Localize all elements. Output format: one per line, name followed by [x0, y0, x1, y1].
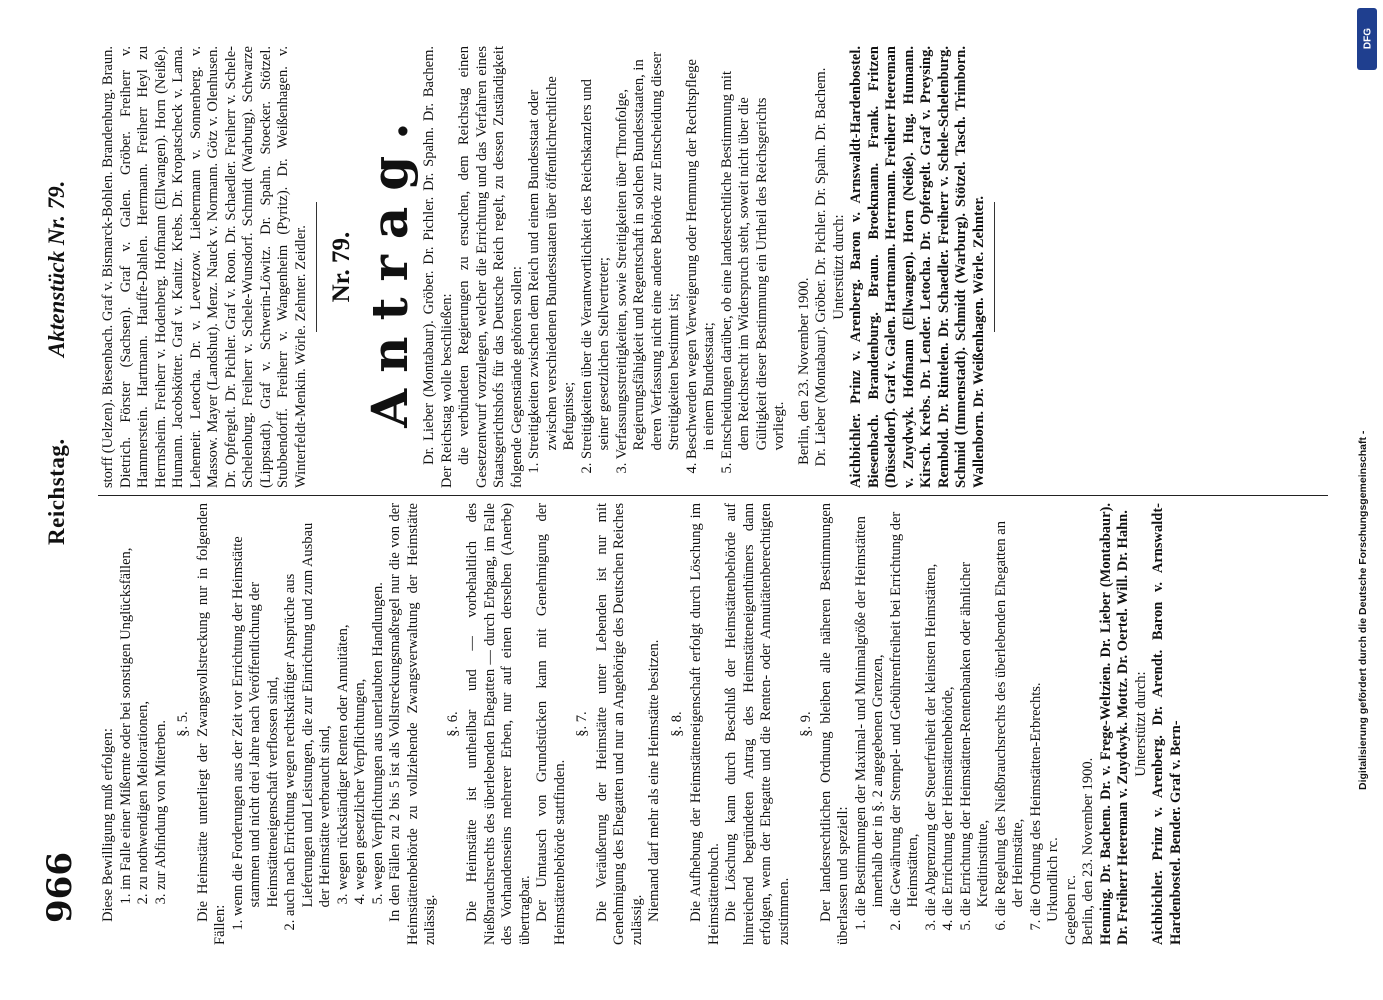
section-heading: §. 9.: [798, 711, 814, 737]
paragraph: In den Fällen zu 2 bis 5 ist als Vollstreckungsmaßregel nur die von der Heimstättenbehörde zu vollziehende Zwangsverwaltung der Heimstätte zulässig.: [387, 503, 438, 945]
list-item: 4. die Errichtung der Heimstättenbehörde,: [940, 686, 956, 931]
list-item: 3. wegen rückständiger Renten oder Annuitäten,: [334, 624, 351, 905]
paragraph: Die Löschung kann durch Beschluß der Heimstättenbehörde auf hinreichend begründeten Antrag des Heimstätteneigenthümers dann erfolgen, wenn der Ehegatte und die Renten- oder Annuitätenberechtigten zustimmen.: [723, 503, 792, 945]
list-item: 5. die Errichtung der Heimstätten-Rentenbanken oder ähnlicher Kreditinstitute,: [957, 562, 991, 931]
section-heading: §. 5.: [175, 711, 191, 737]
digitization-credit: Digitalisierung gefördert durch die Deutsche Forschungsgemeinschaft -: [1357, 430, 1369, 790]
signatories: Henning. Dr. Bachem. Dr. v. Frege-Weltzien. Dr. Lieber (Montabaur). Dr. Freiherr Heereman v. Zuydwyk. Mottz. Dr. Oertel. Will. Dr. Hahn.: [1097, 503, 1131, 945]
list-item: 4. Beschwerden wegen Verweigerung oder Hemmung der Rechtspflege in einem Bundesstaat;: [683, 59, 717, 474]
paragraph: Der landesrechtlichen Ordnung bleiben alle näheren Bestimmungen überlassen und speziell:: [817, 503, 851, 945]
list-item: 2. auch nach Errichtung wegen rechtskräftiger Ansprüche aus Lieferungen und Leistungen, die zur Einrichtung und zum Ausbau der Heimstätte verbraucht sind,: [282, 522, 333, 931]
motion-intro: Dr. Lieber (Montabaur). Gröber. Dr. Pichler. Dr. Spahn. Dr. Bachem. Der Reichstag wolle beschließen:: [421, 46, 455, 488]
document-heading-title: Antrag.: [360, 106, 419, 428]
running-header: [32, 55, 90, 945]
list-item: 1. Streitigkeiten zwischen dem Reich und einem Bundesstaat oder zwischen verschiedenen Bundesstaaten über öffentlichrechtliche Befugnisse;: [526, 76, 577, 474]
supporters: Aichbichler. Prinz v. Arenberg. Baron v. Arnswaldt-Hardenbostel. Biesenbach. Brandenburg. Braun. Broekmann. Frank. Fritzen (Düsseldorf). Graf v. Galen. Hartmann. Herrmann. Freiherr Heereman v. Zuydwyk. Hofmann (Ellwangen). Horn (Neiße). Hug. Humann. Kirsch. Krebs. Dr. Lender. Letocha. Dr. Opfergelt. Graf v. Preysing. Rembold. Dr. Rintelen. Dr. Schaedler. Freiherr v. Schele-Schelenburg. Schmid (Immenstadt). Schmidt (Warburg). Stötzel. Tasch. Trimborn. Wallenborn. Dr. Weißenhagen. Wörle. Zehnter.: [848, 46, 987, 488]
document-number: Aktenstück Nr. 79.: [44, 180, 69, 357]
document-heading-number: Nr. 79.: [328, 231, 355, 303]
list-item: 5. wegen Verpflichtungen aus unerlaubten Handlungen.: [369, 582, 386, 905]
paragraph: Die Heimstätte ist untheilbar und — vorbehaltlich des Nießbrauchsrechts des überlebenden Ehegatten — durch Erbgang, im Falle des Vorhandenseins mehrerer Erben, nur auf einen derselben (Anerbe) übertragbar.: [464, 503, 533, 945]
paragraph: Diese Bewilligung muß erfolgen:: [100, 728, 116, 922]
support-label: Unterstützt durch:: [1132, 671, 1149, 777]
page-number: 966: [40, 852, 80, 923]
motion-text: die verbündeten Regierungen zu ersuchen, dem Reichstag einen Gesetzentwurf vorzulegen, welcher die Errichtung und das Verfahren eines Staatsgerichtshofs für das Deutsche Reich regelt, zu dessen Zuständigkeit folgende Gegenstände gehören sollen:: [456, 46, 525, 488]
list-item: 1. im Falle einer Mißernte oder bei sonstigen Unglücksfällen,: [117, 547, 134, 905]
support-label: Unterstützt durch:: [830, 214, 847, 320]
column-divider: [98, 495, 1328, 496]
digitization-note: [1351, 0, 1383, 1000]
paragraph: Urkundlich rc.: [1045, 837, 1061, 922]
list-item: 7. die Ordnung des Heimstätten-Erbrechts.: [1027, 682, 1044, 931]
list-item: 4. wegen gesetzlicher Verpflichtungen,: [352, 678, 368, 905]
paragraph: Die Aufhebung der Heimstätteneigenschaft erfolgt durch Löschung im Heimstättenbuch.: [688, 503, 722, 945]
list-item: 1. wenn die Forderungen aus der Zeit vor Errichtung der Heimstätte stammen und nicht drei Jahre nach Veröffentlichung der Heimstätteneigenschaft verflossen sind,: [229, 536, 281, 931]
paragraph: Die Veräußerung der Heimstätte unter Lebenden ist nur mit Genehmigung des Ehegatten und nur an Angehörige des Deutschen Reiches zulässig.: [593, 503, 645, 945]
list-item: 2. zu nothwendigen Meliorationen,: [135, 701, 151, 905]
masthead: Reichstag.: [44, 438, 69, 545]
date-line: Berlin, den 23. November 1900.: [1080, 757, 1096, 945]
dfg-logo: DFG: [1357, 8, 1377, 70]
supporters: Aichbichler. Prinz v. Arenberg. Dr. Arendt. Baron v. Arnswaldt-Hardenbostel. Bender. Graf v. Bern-: [1150, 503, 1184, 945]
separator-rule: [994, 202, 995, 332]
paragraph: Niemand darf mehr als eine Heimstätte besitzen.: [646, 639, 662, 922]
section-heading: §. 8.: [668, 711, 685, 737]
right-column: [100, 46, 1340, 488]
list-item: 1. die Bestimmungen der Maximal- und Minimalgröße der Heimstätten innerhalb der in §. 2 angegebenen Grenzen,: [852, 516, 886, 931]
signatories: Dr. Lieber (Montabaur). Gröber. Dr. Pichler. Dr. Spahn. Dr. Bachem.: [813, 67, 829, 467]
list-item: 3. zur Abfindung von Miterben.: [152, 719, 169, 905]
left-column: [100, 503, 1340, 945]
date-line: Berlin, den 23. November 1900.: [795, 277, 812, 465]
list-item: 6. die Regelung des Nießbrauchsrechts des überlebenden Ehegatten an der Heimstätte,: [992, 521, 1026, 931]
list-item: 3. Verfassungsstreitigkeiten, sowie Streitigkeiten über Thronfolge, Regierungsfähigkeit und Regentschaft in solchen Bundesstaaten, in deren Verfassung nicht eine andere Behörde zur Entscheidung dieser Streitigkeiten bestimmt ist;: [613, 51, 682, 474]
supporters-continued: storff (Uelzen). Biesenbach. Graf v. Bismarck-Bohlen. Brandenburg. Braun. Dietrich. Förster (Sachsen). Graf v. Galen. Gröber. Freiherr v. Hammerstein. Hartmann. Hauffe-Dahlen. Herrmann. Freiherr Heyl zu Herrnsheim. Freiherr v. Hodenberg. Hofmann (Ellwangen). Horn (Neiße). Humann. Jacobskötter. Graf v. Kanitz. Krebs. Dr. Kropatscheck v. Lama. Lehemeir. Letocha. Dr. v. Levetzow. Liebermann v. Sonnenberg. v. Massow. Mayer (Landshut). Menz. Nauck v. Normann. Götz v. Olenhusen. Dr. Opfergelt. Dr. Pichler. Graf v. Roon. Dr. Schaedler. Freiherr v. Schele-Schelenburg. Freiherr v. Schele-Wunsdorf. Schmidt (Warburg). Schwarze (Lippstadt). Graf v. Schwerin-Löwitz. Dr. Spahn. Stoecker. Stötzel. Stubbendorff. Freiherr v. Wangenheim (Pyritz). Dr. Weißenhagen. v. Winterfeldt-Menkin. Wörle. Zehnter. Zeidler.: [100, 46, 309, 488]
list-item: 5. Entscheidungen darüber, ob eine landesrechtliche Bestimmung mit dem Reichsrecht im Widerspruch steht, soweit nicht über die Gültigkeit dieser Bestimmung ein Urtheil des Reichsgerichts vorliegt.: [718, 71, 787, 474]
list-item: 2. die Gewährung der Stempel- und Gebührenfreiheit bei Errichtung der Heimstätten,: [887, 511, 921, 931]
list-item: 2. Streitigkeiten über die Verantwortlichkeit des Reichskanzlers und seiner gesetzlichen Stellvertreter;: [578, 79, 612, 474]
section-heading: §. 7.: [574, 711, 590, 737]
paragraph: Gegeben rc.: [1062, 874, 1079, 945]
separator-rule: [316, 202, 317, 332]
section-heading: §. 6.: [444, 711, 461, 737]
paragraph: Der Umtausch von Grundstücken kann mit Genehmigung der Heimstättenbehörde stattfinden.: [534, 503, 568, 945]
paragraph: Die Heimstätte unterliegt der Zwangsvollstreckung nur in folgenden Fällen:: [194, 503, 228, 945]
list-item: 3. die Abgrenzung der Steuerfreiheit der kleinsten Heimstätten,: [922, 563, 939, 931]
